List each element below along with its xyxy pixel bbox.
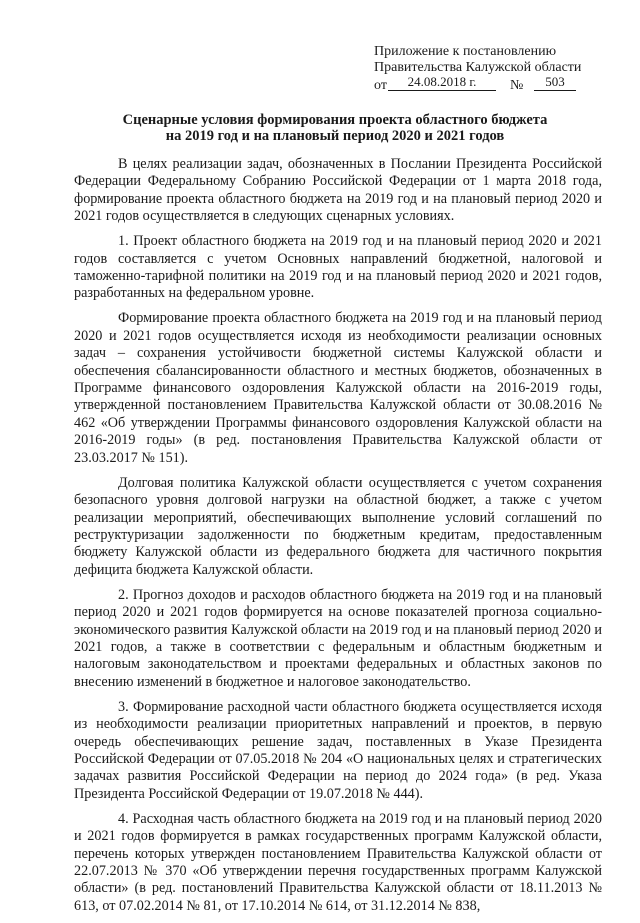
paragraph-intro: В целях реализации задач, обозначенных в Послании Президента Российской Федерации Федеральному Собранию Российской Федерации от 1 марта 2018 года, формирование проекта областного бюджета на 2019 год и на плановый период 2020 и 2021 годов осуществляется в следующих сценарных условиях. [74,156,602,225]
appendix-number: 503 [534,74,576,91]
paragraph-2: 2. Прогноз доходов и расходов областного бюджета на 2019 год и на плановый период 2020 и 2021 годов формируется на основе показателей прогноза социально-экономического развития Калужской области на 2019 год и на плановый период 2020 и 2021 годов, а также в соответствии с федеральным и областным бюджетным и налоговым законодательством и проектами федеральных и областных законов по внесению изменений в бюджетное и налоговое законодательство. [74,586,602,690]
paragraph-3: 3. Формирование расходной части областного бюджета осуществляется исходя из необходимости реализации приоритетных направлений и проектов, в первую очередь обеспечивающих решение задач, поставленных в Указе Президента Российской Федерации от 07.05.2018 № 204 «О национальных целях и стратегических задачах развития Российской Федерации на период до 2024 года» (в ред. Указа Президента Российской Федерации от 19.07.2018 № 444). [74,698,602,802]
title-line-2: на 2019 год и на плановый период 2020 и 2021 годов [165,128,505,144]
appendix-line-2: Правительства Калужской области [374,60,582,75]
paragraph-financial-recovery: Формирование проекта областного бюджета на 2019 год и на плановый период 2020 и 2021 годов осуществляется исходя из необходимости реализации основных задач – сохранения устойчивости бюджетной системы Калужской области и обеспечения сбалансированности областного и местных бюджетов, обозначенных в Программе финансового оздоровления Калужской области на 2016-2019 годы, утвержденной постановлением Правительства Калужской области от 30.08.2016 № 462 «Об утверждении Программы финансового оздоровления Калужской области на 2016-2019 годы» (в ред. постановления Правительства Калужской области от 23.03.2017 № 151). [74,310,602,466]
document-body [74,156,602,923]
appendix-from-label: от [374,78,387,93]
appendix-date: 24.08.2018 г. [388,74,496,91]
appendix-header [374,44,604,96]
appendix-number-label: № [510,78,524,93]
appendix-line-1: Приложение к постановлению [374,44,557,59]
document-title [100,112,570,144]
paragraph-4: 4. Расходная часть областного бюджета на 2019 год и на плановый период 2020 и 2021 годов формируется в рамках государственных программ Калужской области, перечень которых утвержден постановлением Правительства Калужской области от 22.07.2013 № 370 «Об утверждении перечня государственных программ Калужской области» (в ред. постановлений Правительства Калужской области от 18.11.2013 № 613, от 07.02.2014 № 81, от 17.10.2014 № 614, от 31.12.2014 № 838, [74,810,602,914]
appendix-signature-row [374,76,604,96]
paragraph-debt-policy: Долговая политика Калужской области осуществляется с учетом сохранения безопасного уровня долговой нагрузки на областной бюджет, а также с учетом реализации мероприятий, обеспечивающих выполнение условий соглашений по реструктуризации задолженности по бюджетным кредитам, предоставленным бюджету Калужской области из федерального бюджета для частичного покрытия дефицита бюджета Калужской области. [74,474,602,578]
title-line-1: Сценарные условия формирования проекта областного бюджета [122,112,548,128]
paragraph-1: 1. Проект областного бюджета на 2019 год и на плановый период 2020 и 2021 годов составляется с учетом Основных направлений бюджетной, налоговой и таможенно-тарифной политики на 2019 год и на плановый период 2020 и 2021 годов, разработанных на федеральном уровне. [74,233,602,302]
